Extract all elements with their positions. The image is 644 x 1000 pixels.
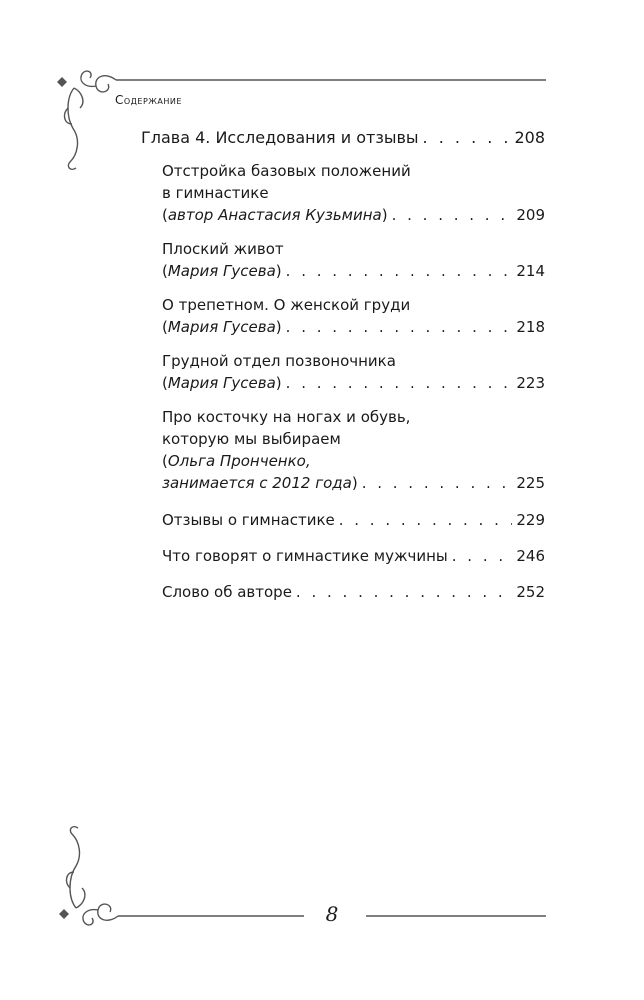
entry-page: 252 (516, 583, 545, 601)
entry-page: 223 (516, 374, 545, 392)
author-credit-line: (Ольга Пронченко, (162, 452, 311, 470)
chapter-line (141, 127, 545, 149)
entry-title-line: Отстройка базовых положений (162, 162, 411, 180)
leader-dots (286, 260, 513, 282)
entry-title: Что говорят о гимнастике мужчины (162, 547, 448, 565)
author-credit: занимается с 2012 года) (162, 474, 358, 492)
entry-page: 218 (516, 318, 545, 336)
toc-entry (162, 472, 545, 494)
leader-dots (392, 204, 513, 226)
entry-page: 246 (516, 547, 545, 565)
bottom-ornament (56, 824, 556, 934)
toc-entry (162, 581, 545, 603)
entry-title: Отзывы о гимнастике (162, 511, 335, 529)
author-credit: (Мария Гусева) (162, 262, 282, 280)
leader-dots (286, 372, 513, 394)
entry-title-line: в гимнастике (162, 184, 269, 202)
toc-entry (162, 204, 545, 226)
entry-title-line: Плоский живот (162, 240, 284, 258)
leader-dots (452, 545, 513, 567)
toc-entry (162, 509, 545, 531)
entry-title-line: которую мы выбираем (162, 430, 341, 448)
toc-entry (162, 316, 545, 338)
toc-entry (162, 545, 545, 567)
author-credit: (автор Анастасия Кузьмина) (162, 206, 388, 224)
leader-dots (362, 472, 513, 494)
entry-page: 225 (516, 474, 545, 492)
entry-title-line: Грудной отдел позвоночника (162, 352, 396, 370)
page-number: 8 (325, 902, 339, 926)
entry-page: 209 (516, 206, 545, 224)
leader-dots (296, 581, 512, 603)
author-credit: (Мария Гусева) (162, 318, 282, 336)
leader-dots (286, 316, 513, 338)
chapter-page: 208 (514, 128, 545, 147)
running-head: Содержание (115, 93, 182, 107)
author-credit: (Мария Гусева) (162, 374, 282, 392)
entry-page: 229 (516, 511, 545, 529)
entry-title-line: О трепетном. О женской груди (162, 296, 411, 314)
leader-dots (423, 127, 511, 149)
entry-page: 214 (516, 262, 545, 280)
chapter-title: Глава 4. Исследования и отзывы (141, 128, 419, 147)
leader-dots (339, 509, 513, 531)
toc-entry (162, 260, 545, 282)
entry-title-line: Про косточку на ногах и обувь, (162, 408, 411, 426)
toc-entry (162, 372, 545, 394)
entry-title: Слово об авторе (162, 583, 292, 601)
